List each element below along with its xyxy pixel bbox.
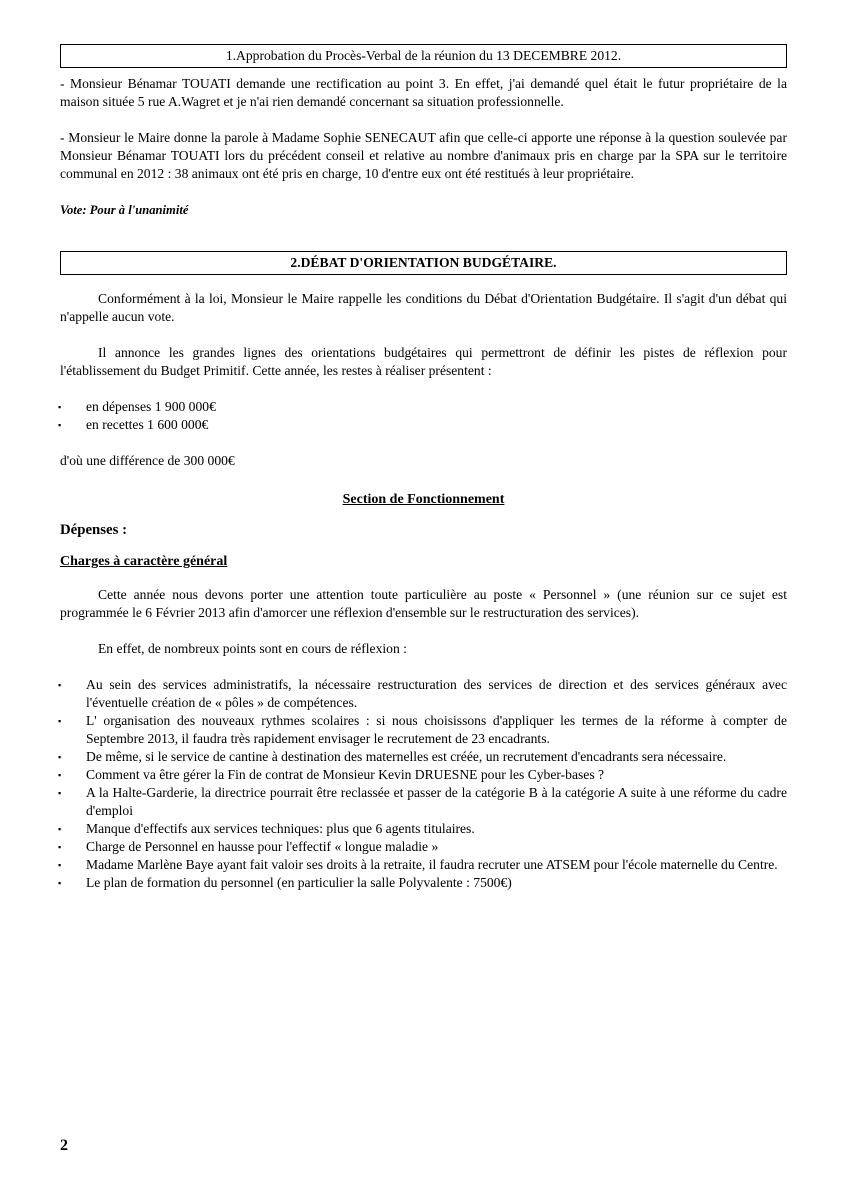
budget-list [60,398,787,434]
vote-result: Vote: Pour à l'unanimité [60,203,189,217]
list-item: ▪ Au sein des services administratifs, la nécessaire restructuration des services de direction et des services généraux avec l'éventuelle création de « pôles » de compétences. [60,676,787,712]
section-1-paragraph-1: - Monsieur Bénamar TOUATI demande une rectification au point 3. En effet, j'ai demandé quel était le futur propriétaire de la maison située 5 rue A.Wagret et je n'ai rien demandé concernant sa situation professionnelle. [60,76,787,109]
reflection-points-list [60,676,787,892]
section-2-paragraph-4: En effet, de nombreux points sont en cours de réflexion : [98,641,407,656]
list-item: ▪ Charge de Personnel en hausse pour l'effectif « longue maladie » [60,838,787,856]
section-2-paragraph-2: Il annonce les grandes lignes des orientations budgétaires qui permettront de définir les pistes de réflexion pour l'établissement du Budget Primitif. Cette année, les restes à réaliser présentent : [60,345,787,378]
section-1-paragraph-2: - Monsieur le Maire donne la parole à Madame Sophie SENECAUT afin que celle-ci apporte une réponse à la question soulevée par Monsieur Bénamar TOUATI lors du précédent conseil et relative au nombre d'animaux pris en charge par la SPA sur le territoire communal en 2012 : 38 animaux ont été pris en charge, 10 d'entre eux ont été restitués à leur propriétaire. [60,130,787,181]
list-item: ▪ en recettes 1 600 000€ [60,416,787,434]
list-item: ▪ L' organisation des nouveaux rythmes scolaires : si nous choisissons d'appliquer les termes de la réforme à compter de Septembre 2013, il faudra très rapidement envisager le recrutement de 23 encadrants. [60,712,787,748]
difference-line: d'où une différence de 300 000€ [60,453,235,468]
list-item: ▪ Manque d'effectifs aux services techniques: plus que 6 agents titulaires. [60,820,787,838]
charges-heading: Charges à caractère général [60,554,228,569]
list-item: ▪ en dépenses 1 900 000€ [60,398,787,416]
list-item: ▪ Le plan de formation du personnel (en particulier la salle Polyvalente : 7500€) [60,874,787,892]
section-title: Section de Fonctionnement [342,492,505,507]
section-2-heading: 2.DÉBAT D'ORIENTATION BUDGÉTAIRE. [60,251,787,275]
list-item: ▪ A la Halte-Garderie, la directrice pourrait être reclassée et passer de la catégorie B à la catégorie A suite à une réforme du cadre d'emploi [60,784,787,820]
page-number: 2 [60,1137,68,1154]
list-item: ▪ Madame Marlène Baye ayant fait valoir ses droits à la retraite, il faudra recruter une ATSEM pour l'école maternelle du Centre. [60,856,787,874]
list-item: ▪ Comment va être gérer la Fin de contrat de Monsieur Kevin DRUESNE pour les Cyber-bases ? [60,766,787,784]
section-2-paragraph-3: Cette année nous devons porter une attention toute particulière au poste « Personnel » (une réunion sur ce sujet est programmée le 6 Février 2013 afin d'amorcer une réflexion d'ensemble sur le restructuration des services). [60,587,787,620]
section-1-heading: 1.Approbation du Procès-Verbal de la réunion du 13 DECEMBRE 2012. [60,44,787,68]
section-2-paragraph-1: Conformément à la loi, Monsieur le Maire rappelle les conditions du Débat d'Orientation Budgétaire. Il s'agit d'un débat qui n'appelle aucun vote. [60,291,787,324]
list-item: ▪ De même, si le service de cantine à destination des maternelles est créée, un recrutement d'encadrants sera nécessaire. [60,748,787,766]
document-page [60,40,787,892]
depenses-heading: Dépenses : [60,522,127,538]
